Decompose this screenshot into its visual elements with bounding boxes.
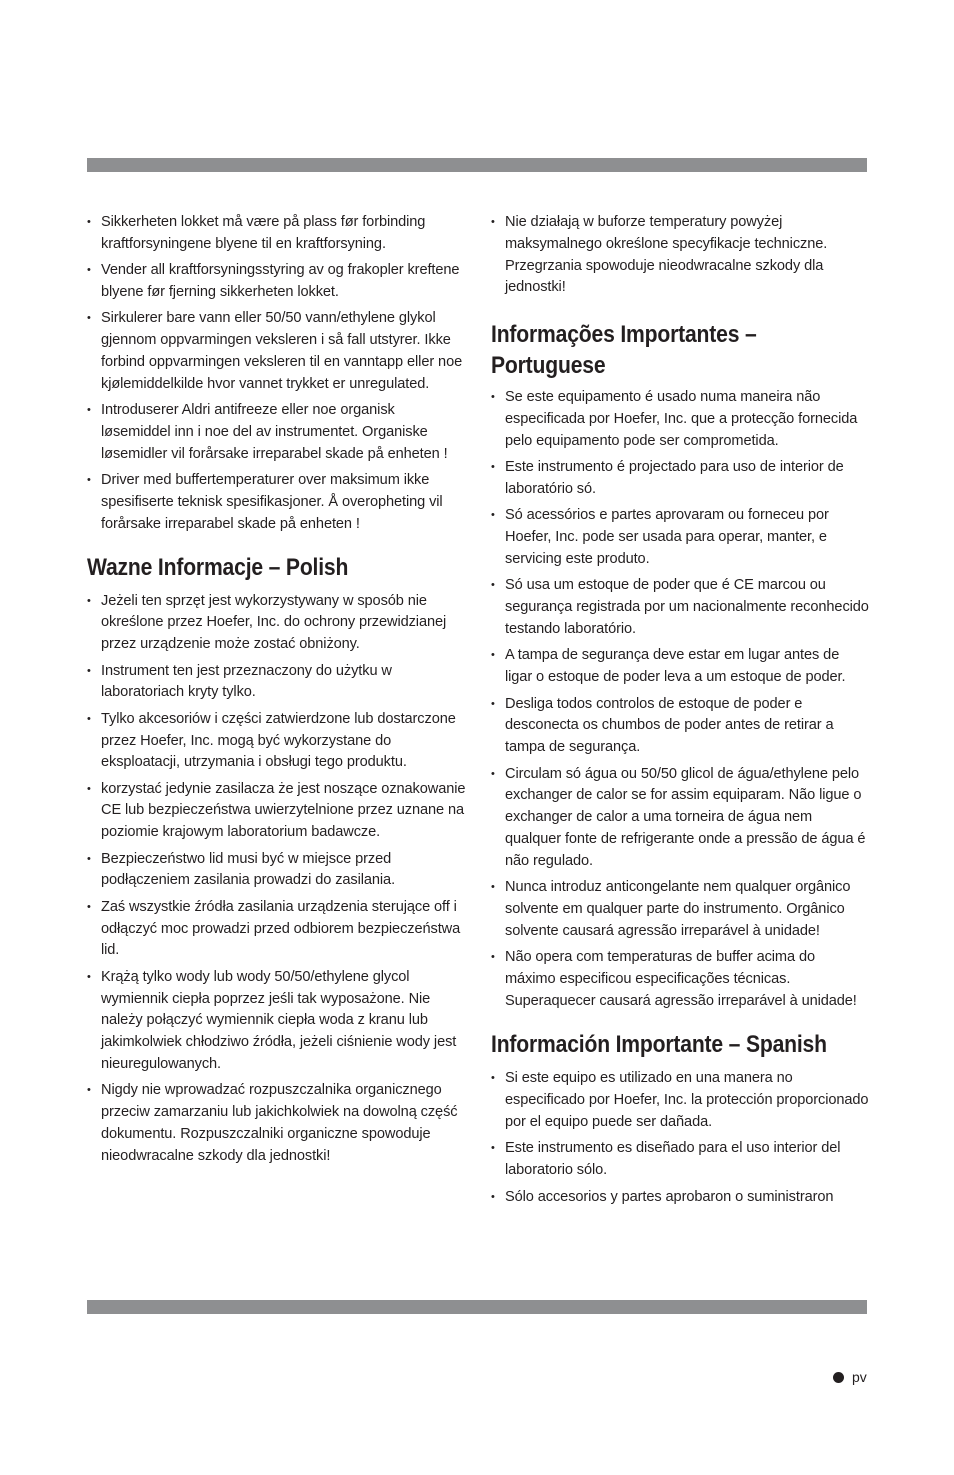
- spanish-list: [491, 1068, 869, 1208]
- section-heading-portuguese: Informações Importantes – Portuguese: [491, 321, 757, 380]
- list-item: • Sólo accesorios y partes aprobaron o suministraron: [491, 1187, 869, 1209]
- list-item: • Este instrumento é projectado para uso de interior de laboratório só.: [491, 457, 869, 501]
- list-item: • Só usa um estoque de poder que é CE marcou ou segurança registrada por um nacionalmente reconhecido testando laboratório.: [491, 575, 869, 640]
- bullet-dot-icon: [833, 1372, 844, 1383]
- list-item: • Circulam só água ou 50/50 glicol de água/ethylene pelo exchanger de calor se for assim equiparam. Não ligue o exchanger de calor a uma torneira de água nem qualquer fonte de refrigerante onde a pressão de água é não regulado.: [491, 764, 869, 873]
- portuguese-list: [491, 387, 869, 1012]
- page-number: pv: [852, 1369, 867, 1385]
- list-item: • Introduserer Aldri antifreeze eller noe organisk løsemiddel inn i noe del av instrumentet. Organiske løsemidler vil forårsake irreparabel skade på enheten !: [87, 400, 467, 465]
- list-item: • Bezpieczeństwo lid musi być w miejsce przed podłączeniem zasilania prowadzi do zasilania.: [87, 849, 467, 893]
- top-rule: [87, 158, 867, 172]
- list-item: • Driver med buffertemperaturer over maksimum ikke spesifiserte teknisk spesifikasjoner. Å overopheting vil forårsake irreparabel skade på enheten !: [87, 470, 467, 535]
- list-item: • Nunca introduz anticongelante nem qualquer orgânico solvente em qualquer parte do instrumento. Orgânico solvente causará agressão irreparável à unidade!: [491, 877, 869, 942]
- list-item: • Sikkerheten lokket må være på plass før forbinding kraftforsyningene blyene til en kraftforsyning.: [87, 212, 467, 256]
- list-item: • Se este equipamento é usado numa maneira não especificada por Hoefer, Inc. que a protecção fornecida pelo equipamento pode ser comprometida.: [491, 387, 869, 452]
- section-heading-polish: Wazne Informacje – Polish: [87, 553, 349, 581]
- list-item: • Tylko akcesoriów i części zatwierdzone lub dostarczone przez Hoefer, Inc. mogą być wykorzystane do eksploatacji, utrzymania i obsługi tego produktu.: [87, 709, 467, 774]
- list-item: • Si este equipo es utilizado en una manera no especificado por Hoefer, Inc. la protección proporcionado por el equipo puede ser dañada.: [491, 1068, 869, 1133]
- bottom-rule: [87, 1300, 867, 1314]
- list-item: • Krążą tylko wody lub wody 50/50/ethylene glycol wymiennik ciepła poprzez jeśli tak wyposażone. Nie należy połączyć wymiennik ciepła woda z kranu lub jakimkolwiek chłodziwo źródła, jeżeli ciśnienie wody jest nieuregulowanych.: [87, 967, 467, 1076]
- polish-continued-list: [491, 212, 869, 299]
- list-item: • Vender all kraftforsyningsstyring av og frakopler kreftene blyene før fjerning sikkerheten lokket.: [87, 260, 467, 304]
- list-item: • Instrument ten jest przeznaczony do użytku w laboratoriach kryty tylko.: [87, 661, 467, 705]
- norwegian-list: [87, 212, 467, 536]
- list-item: • korzystać jedynie zasilacza że jest noszące oznakowanie CE lub bezpieczeństwa uwierzytelnione przez uznane na poziomie krajowym laboratorium badawcze.: [87, 779, 467, 844]
- list-item: • A tampa de segurança deve estar em lugar antes de ligar o estoque de poder leva a um estoque de poder.: [491, 645, 869, 689]
- polish-list: [87, 591, 467, 1168]
- list-item: • Só acessórios e partes aprovaram ou forneceu por Hoefer, Inc. pode ser usada para operar, manter, e servicing este produto.: [491, 505, 869, 570]
- section-heading-spanish: Información Importante – Spanish: [491, 1031, 827, 1059]
- list-item: • Jeżeli ten sprzęt jest wykorzystywany w sposób nie określone przez Hoefer, Inc. do ochrony przewidzianej przez urządzenie może zostać obniżony.: [87, 591, 467, 656]
- list-item: • Zaś wszystkie źródła zasilania urządzenia sterujące off i odłączyć moc prowadzi przed odbiorem bezpieczeństwa lid.: [87, 897, 467, 962]
- list-item: • Não opera com temperaturas de buffer acima do máximo especificou especificações técnicas. Superaquecer causará agressão irreparável à unidade!: [491, 947, 869, 1012]
- page-footer: [833, 1369, 867, 1385]
- list-item: • Sirkulerer bare vann eller 50/50 vann/ethylene glykol gjennom oppvarmingen veksleren i så fall utstyrer. Ikke forbind oppvarmingen veksleren til en vanntapp eller noe kjølemiddelkilde hvor vannet trykket er unregulated.: [87, 308, 467, 395]
- left-column: [87, 212, 467, 1172]
- list-item: • Este instrumento es diseñado para el uso interior del laboratorio sólo.: [491, 1138, 869, 1182]
- list-item: • Desliga todos controlos de estoque de poder e desconecta os chumbos de poder antes de retirar a tampa de segurança.: [491, 694, 869, 759]
- list-item: • Nigdy nie wprowadzać rozpuszczalnika organicznego przeciw zamarzaniu lub jakichkolwiek na dowolną część dokumentu. Rozpuszczalniki organiczne spowoduje nieodwracalne szkody dla jednostki!: [87, 1080, 467, 1167]
- list-item: • Nie działają w buforze temperatury powyżej maksymalnego określone specyfikacje techniczne. Przegrzania spowoduje nieodwracalne szkody dla jednostki!: [491, 212, 869, 299]
- right-column: [491, 212, 869, 1213]
